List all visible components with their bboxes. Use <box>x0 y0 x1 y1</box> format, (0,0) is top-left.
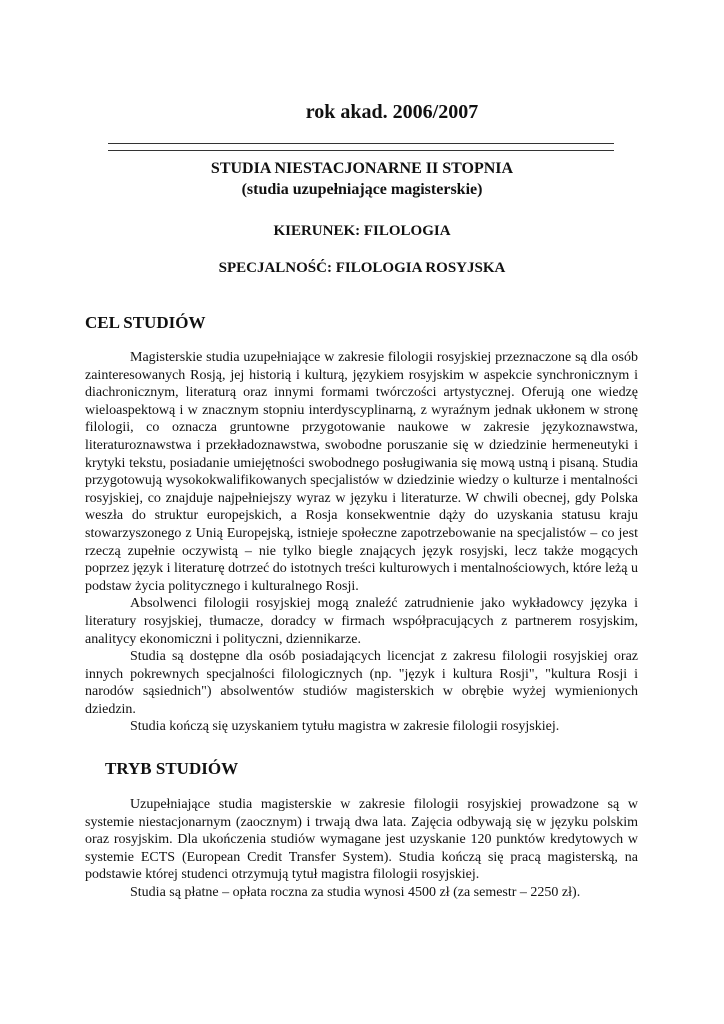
kierunek-heading: KIERUNEK: FILOLOGIA <box>273 223 451 239</box>
tryb-paragraph-2: Studia są płatne – opłata roczna za studia wynosi 4500 zł (za semestr – 2250 zł). <box>130 884 581 900</box>
specjalnosc-heading: SPECJALNOŚĆ: FILOLOGIA ROSYJSKA <box>218 260 506 276</box>
tryb-studiow-heading: TRYB STUDIÓW <box>105 759 239 778</box>
cel-paragraph-3: Studia są dostępne dla osób posiadających licencjat z zakresu filologii rosyjskiej oraz innych pokrewnych specjalności filologicznych (np. "język i kultura Rosji", "kultura Rosji i narodów sąsiednich") absolwentów studiów magisterskich w obrębie wyżej wymienionych dziedzin. <box>85 649 638 717</box>
tryb-paragraph-1: Uzupełniające studia magisterskie w zakresie filologii rosyjskiej prowadzone są w systemie niestacjonarnym (zaocznym) i trwają dwa lata. Zajęcia odbywają się w języku polskim oraz rosyjskim. Dla ukończenia studiów wymagane jest uzyskanie 120 punktów kredytowych w systemie ECTS (European Credit Transfer System). Studia kończą się pracą magisterską, na podstawie której studenci otrzymują tytuł magistra filologii rosyjskiej. <box>85 797 638 883</box>
cel-paragraph-4: Studia kończą się uzyskaniem tytułu magistra w zakresie filologii rosyjskiej. <box>130 719 560 735</box>
study-type-heading: STUDIA NIESTACJONARNE II STOPNIA <box>210 160 514 177</box>
cel-paragraph-1: Magisterskie studia uzupełniające w zakresie filologii rosyjskiej przeznaczone są dla osób zainteresowanych Rosją, jej historią i kulturą, językiem rosyjskim w aspekcie synchronicznym i diachronicznym, literaturą oraz innymi formami twórczości artystycznej. Oferują one wiedzę wieloaspektową i w znacznym stopniu interdyscyplinarną, z wyraźnym jednak ukłonem w stronę filologii, co oznacza gruntowne przygotowanie naukowe w zakresie językoznawstwa, literaturoznawstwa i przekładoznawstwa, swobodne poruszanie się w dziedzinie hermeneutyki i krytyki tekstu, posiadanie umiejętności swobodnego posługiwania się mową ustną i pisaną. Studia przygotowują wysokokwalifikowanych specjalistów w dziedzinie wiedzy o kulturze i mentalności rosyjskiej, co znajduje najpełniejszy wyraz w języku i literaturze. W chwili obecnej, gdy Polska weszła do struktur europejskich, a Rosja konsekwentnie dąży do uzyskania statusu kraju stowarzyszonego z Unią Europejską, istnieje społeczne zapotrzebowanie na specjalistów – co jest rzeczą zupełnie oczywistą – nie tylko biegle znających język rosyjski, lecz także mogących poprzez język i literaturę dotrzeć do istotnych treści kulturowych i mentalnościowych, które leżą u podstaw życia politycznego i kulturalnego Rosji. <box>85 350 638 594</box>
cel-paragraph-2: Absolwenci filologii rosyjskiej mogą znaleźć zatrudnienie jako wykładowcy języka i literatury rosyjskiej, tłumacze, doradcy w firmach współpracujących z partnerem rosyjskim, analitycy ekonomiczni i polityczni, dziennikarze. <box>85 596 638 647</box>
cel-studiow-body <box>85 349 638 736</box>
study-subtype-heading: (studia uzupełniające magisterskie) <box>241 181 483 198</box>
cel-studiow-heading: CEL STUDIÓW <box>85 313 206 332</box>
double-line-separator <box>108 143 614 151</box>
academic-year-title: rok akad. 2006/2007 <box>305 101 479 123</box>
tryb-studiow-body <box>85 796 638 902</box>
